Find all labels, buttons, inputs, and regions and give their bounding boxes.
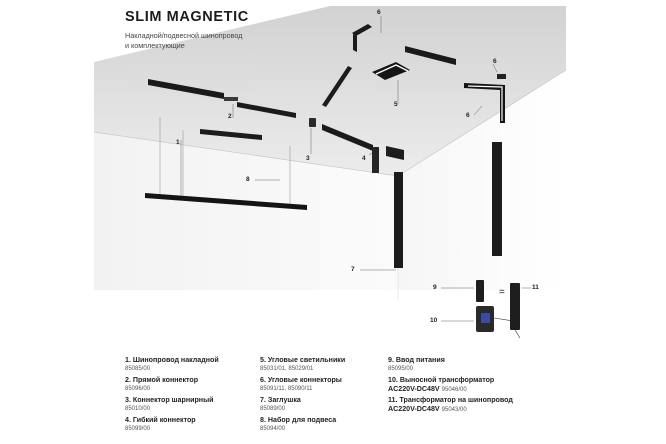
callout-8: 8 bbox=[246, 176, 250, 183]
legend-item-name: 10. Выносной трансформатор bbox=[388, 376, 495, 384]
callout-6-top: 6 bbox=[377, 9, 381, 16]
legend-item-2 bbox=[125, 376, 255, 396]
legend-item-code: 85010/00 bbox=[125, 405, 151, 412]
legend-item-code: 85099/00 bbox=[125, 425, 151, 432]
legend-item-spec bbox=[388, 385, 548, 395]
legend-item-10 bbox=[388, 376, 548, 396]
legend-item-name: 7. Заглушка bbox=[260, 396, 301, 404]
legend-item-code: 85031/01, 85029/01 bbox=[260, 365, 314, 372]
subtitle-line-2: и комплектующие bbox=[125, 40, 185, 50]
legend-item-subname: AC220V-DC48V bbox=[388, 384, 440, 393]
legend-item-8 bbox=[260, 416, 385, 436]
page-subtitle bbox=[125, 31, 295, 50]
power-input bbox=[476, 280, 484, 302]
legend-item-4 bbox=[125, 416, 255, 436]
legend-item-7 bbox=[260, 396, 385, 416]
legend-item-name: 8. Набор для подвеса bbox=[260, 416, 337, 424]
legend-item-name: 3. Коннектор шарнирный bbox=[125, 396, 214, 404]
legend-item-code: 85094/00 bbox=[260, 425, 286, 432]
legend-column-1 bbox=[125, 356, 255, 436]
callout-5: 5 bbox=[394, 101, 398, 108]
legend-item-code: 95043/00 bbox=[441, 406, 467, 413]
wall-track-right bbox=[492, 142, 502, 256]
track-transformer bbox=[510, 283, 520, 330]
legend-item-code: 85085/00 bbox=[125, 365, 151, 372]
callout-4: 4 bbox=[362, 155, 366, 162]
callout-2: 2 bbox=[228, 113, 232, 120]
legend-item-name: 5. Угловые светильники bbox=[260, 356, 346, 364]
legend-column-3 bbox=[388, 356, 548, 416]
legend-item-code: 85091/11, 85090/11 bbox=[260, 385, 313, 392]
legend-item-code: 95046/00 bbox=[441, 386, 467, 393]
callout-10: 10 bbox=[430, 317, 438, 324]
legend-item-3 bbox=[125, 396, 255, 416]
legend-item-name: 9. Ввод питания bbox=[388, 356, 445, 364]
callout-11: 11 bbox=[532, 284, 539, 291]
legend-item-name: 2. Прямой коннектор bbox=[125, 376, 199, 384]
legend-item-code: 85096/00 bbox=[125, 385, 151, 392]
legend-item-code: 85089/00 bbox=[260, 405, 286, 412]
legend-item-code: 85095/00 bbox=[388, 365, 414, 372]
flexible-connector bbox=[372, 147, 379, 173]
page-title: SLIM MAGNETIC bbox=[125, 9, 249, 25]
legend-column-2 bbox=[260, 356, 385, 436]
corner-connector-right bbox=[497, 74, 506, 79]
callout-3: 3 bbox=[306, 155, 310, 162]
legend-item-name: 1. Шинопровод накладной bbox=[125, 356, 219, 364]
legend-item-11 bbox=[388, 396, 548, 416]
legend-item-name: 6. Угловые коннекторы bbox=[260, 376, 342, 384]
legend-item-5 bbox=[260, 356, 385, 376]
straight-connector bbox=[224, 97, 238, 101]
subtitle-line-1: Накладной/подвесной шинопровод bbox=[125, 31, 243, 40]
callout-1: 1 bbox=[176, 139, 180, 146]
legend-item-subname: AC220V-DC48V bbox=[388, 404, 440, 413]
callout-7: 7 bbox=[351, 266, 355, 273]
legend-item-6 bbox=[260, 376, 385, 396]
hinged-connector bbox=[309, 118, 316, 127]
equals-sign: = bbox=[499, 287, 505, 298]
callout-9: 9 bbox=[433, 284, 437, 291]
callout-6-right: 6 bbox=[493, 58, 497, 65]
callout-6-corner: 6 bbox=[466, 112, 470, 119]
legend-item-1 bbox=[125, 356, 255, 376]
legend-item-name: 4. Гибкий коннектор bbox=[125, 416, 196, 424]
wall-track-left bbox=[394, 172, 403, 268]
legend-item-spec bbox=[388, 405, 548, 415]
legend-item-9 bbox=[388, 356, 548, 376]
corner-luminaire-1b bbox=[353, 34, 357, 52]
legend-item-name: 11. Трансформатор на шинопровод bbox=[388, 396, 513, 404]
